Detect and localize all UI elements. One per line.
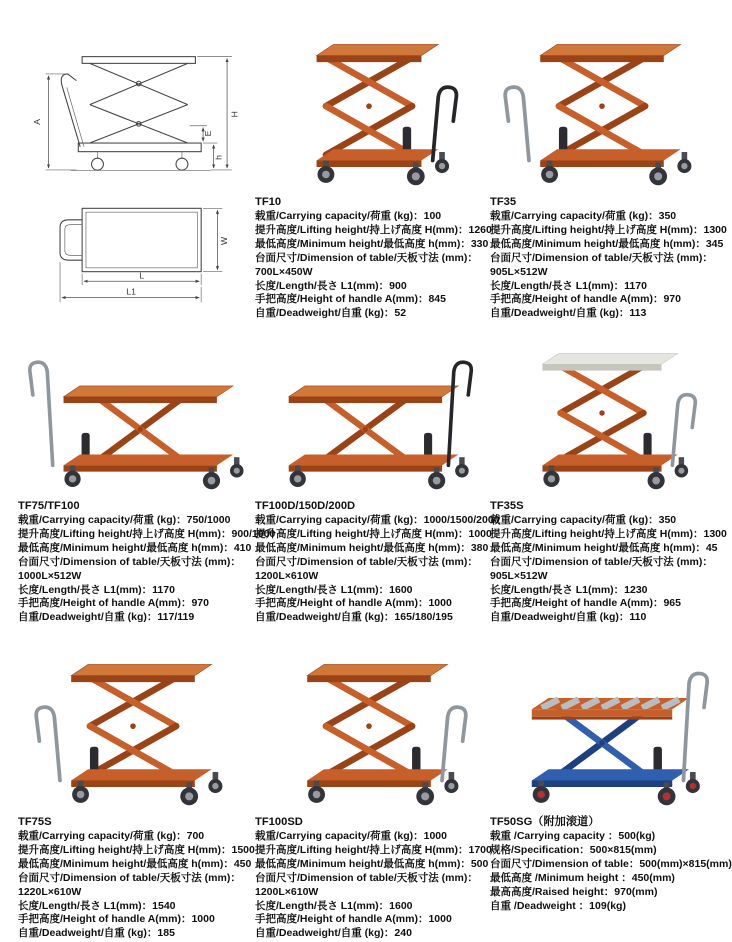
spec-line: 自重/Deadweight/自重 (kg)：117/119 (18, 611, 195, 624)
product-photo (486, 6, 718, 192)
spec-line: 提升高度/Lifting height/持上げ高度 H(mm)：1700 (255, 843, 492, 856)
top-view-drawing (60, 208, 229, 302)
spec-line: 1200L×610W (255, 885, 319, 898)
dim-label-w: W (219, 236, 230, 246)
dim-label-h-min: h (213, 155, 224, 160)
product-card (486, 636, 732, 942)
scissor-lift-illustration (30, 330, 236, 496)
spec-line: 长度/Length/長さ L1(mm)：1540 (18, 899, 176, 912)
spec-line: 最低高度/Minimum height/最低高度 h(mm)：410 (18, 541, 252, 554)
product-photo (251, 636, 486, 812)
product-card (251, 636, 492, 942)
spec-line: 自重/Deadweight/自重 (kg)：165/180/195 (255, 611, 453, 624)
spec-line: 载重/Carrying capacity/荷重 (kg)：750/1000 (18, 514, 231, 526)
product-specs (251, 812, 492, 941)
product-specs (486, 812, 732, 913)
spec-line: 最低高度 /Minimum height ：450(mm) (490, 871, 675, 884)
spec-line: 最低高度/Minimum height/最低高度 h(mm)：45 (490, 541, 718, 554)
technical-diagram (14, 6, 251, 330)
spec-line: 手把高度/Height of handle A(mm)：1000 (255, 913, 452, 926)
spec-line: 自重 /Deadweight ：109(kg) (490, 899, 626, 912)
dim-label-l1: L1 (126, 286, 136, 297)
spec-line: 自重/Deadweight/自重 (kg)：113 (490, 307, 647, 320)
product-card (14, 330, 276, 636)
spec-line: 手把高度/Height of handle A(mm)：845 (255, 293, 446, 306)
product-photo (14, 636, 251, 812)
spec-line: 自重/Deadweight/自重 (kg)：185 (18, 927, 175, 940)
product-card (251, 330, 500, 636)
dim-label-a: A (31, 119, 42, 125)
spec-line: 长度/Length/長さ L1(mm)：900 (255, 279, 407, 292)
side-view-drawing (32, 57, 240, 171)
scissor-lift-illustration (266, 330, 472, 496)
spec-line: 手把高度/Height of handle A(mm)：1000 (255, 597, 452, 610)
product-specs (14, 496, 276, 625)
spec-line: 台面尺寸/Dimension of table/天板寸法 (mm)： (490, 555, 713, 568)
spec-line: 台面尺寸/Dimension of table/天板寸法 (mm)： (490, 251, 713, 264)
spec-line: 自重/Deadweight/自重 (kg)：240 (255, 927, 412, 940)
spec-line: 手把高度/Height of handle A(mm)：970 (490, 293, 681, 306)
product-photo (251, 6, 486, 192)
spec-line: 1220L×610W (18, 885, 82, 898)
spec-line: 905L×512W (490, 265, 548, 278)
spec-line: 1000L×512W (18, 569, 82, 582)
spec-line: 手把高度/Height of handle A(mm)：965 (490, 597, 681, 610)
spec-line: 台面尺寸/Dimension of table/天板寸法 (mm)： (18, 871, 241, 884)
spec-line: 长度/Length/長さ L1(mm)：1230 (490, 583, 648, 596)
product-model: TF10 (255, 196, 282, 208)
spec-line: 提升高度/Lifting height/持上げ高度 H(mm)：1300 (490, 223, 727, 236)
spec-line: 最低高度/Minimum height/最低高度 h(mm)：450 (18, 857, 252, 870)
dim-label-e: E (202, 130, 213, 137)
spec-line: 905L×512W (490, 569, 548, 582)
product-card (14, 636, 255, 942)
scissor-lift-illustration (499, 20, 705, 192)
dim-label-h-raised: H (229, 111, 240, 118)
dimension-drawing (22, 24, 244, 312)
spec-line: 台面尺寸/Dimension of table/天板寸法 (mm)： (255, 251, 478, 264)
spec-line: 提升高度/Lifting height/持上げ高度 H(mm)：1500 (18, 843, 255, 856)
spec-line: 载重/Carrying capacity/荷重 (kg)：700 (18, 830, 205, 842)
spec-line: 自重/Deadweight/自重 (kg)：110 (490, 611, 647, 624)
spec-line: 最低高度/Minimum height/最低高度 h(mm)：380 (255, 541, 489, 554)
product-model: TF35S (490, 500, 524, 512)
spec-line: 最低高度/Minimum height/最低高度 h(mm)：345 (490, 237, 724, 250)
product-photo (486, 330, 718, 496)
spec-line: 长度/Length/長さ L1(mm)：1600 (255, 899, 413, 912)
scissor-lift-illustration (499, 330, 705, 496)
product-specs (14, 812, 255, 941)
product-card (486, 330, 727, 636)
spec-line: 台面尺寸/Dimension of table/天板寸法 (mm)： (255, 555, 478, 568)
spec-line: 台面尺寸/Dimension of table/天板寸法 (mm)： (18, 555, 241, 568)
spec-line: 最低高度/Minimum height/最低高度 h(mm)：330 (255, 237, 489, 250)
product-model: TF35 (490, 196, 517, 208)
product-model: TF50SG（附加滚道） (490, 816, 600, 828)
product-specs (486, 496, 727, 625)
spec-line: 最低高度/Minimum height/最低高度 h(mm)：500 (255, 857, 489, 870)
scissor-lift-illustration (30, 640, 236, 812)
spec-line: 载重/Carrying capacity/荷重 (kg)：100 (255, 210, 442, 222)
scissor-lift-illustration (499, 640, 705, 812)
spec-line: 最高高度/Raised height：970(mm) (490, 885, 658, 898)
product-photo (486, 636, 718, 812)
spec-line: 载重/Carrying capacity/荷重 (kg)：350 (490, 210, 677, 222)
spec-line: 台面尺寸/Dimension of table：500(mm)×815(mm) (490, 857, 732, 870)
product-specs (486, 192, 727, 321)
spec-line: 手把高度/Height of handle A(mm)：970 (18, 597, 209, 610)
spec-line: 载重/Carrying capacity/荷重 (kg)：1000 (255, 830, 447, 842)
scissor-lift-illustration (266, 20, 472, 192)
product-specs (251, 192, 492, 321)
product-model: TF75/TF100 (18, 500, 80, 512)
spec-line: 载重/Carrying capacity/荷重 (kg)：350 (490, 514, 677, 526)
spec-line: 提升高度/Lifting height/持上げ高度 H(mm)：1000 (255, 527, 492, 540)
product-card (486, 6, 727, 320)
spec-line: 700L×450W (255, 265, 313, 278)
spec-line: 台面尺寸/Dimension of table/天板寸法 (mm)： (255, 871, 478, 884)
scissor-lift-illustration (266, 640, 472, 812)
spec-line: 手把高度/Height of handle A(mm)：1000 (18, 913, 215, 926)
product-card (251, 6, 492, 320)
spec-line: 长度/Length/長さ L1(mm)：1170 (490, 279, 647, 292)
spec-line: 1200L×610W (255, 569, 319, 582)
spec-line: 载重/Carrying capacity/荷重 (kg)：1000/1500/2000 (255, 514, 500, 526)
spec-line: 自重/Deadweight/自重 (kg)：52 (255, 307, 407, 320)
spec-line: 提升高度/Lifting height/持上げ高度 H(mm)：1260 (255, 223, 492, 236)
spec-line: 规格/Specification：500×815(mm) (490, 843, 657, 856)
product-photo (251, 330, 486, 496)
product-model: TF75S (18, 816, 52, 828)
product-photo (14, 330, 251, 496)
product-model: TF100SD (255, 816, 303, 828)
spec-line: 长度/Length/長さ L1(mm)：1170 (18, 583, 175, 596)
product-specs (251, 496, 500, 625)
spec-line: 提升高度/Lifting height/持上げ高度 H(mm)：1300 (490, 527, 727, 540)
spec-line: 载重 /Carrying capacity ：500(kg) (490, 830, 656, 842)
product-model: TF100D/150D/200D (255, 500, 356, 512)
spec-line: 提升高度/Lifting height/持上げ高度 H(mm)：900/1000 (18, 527, 276, 540)
spec-line: 长度/Length/長さ L1(mm)：1600 (255, 583, 413, 596)
dim-label-l: L (139, 270, 145, 281)
